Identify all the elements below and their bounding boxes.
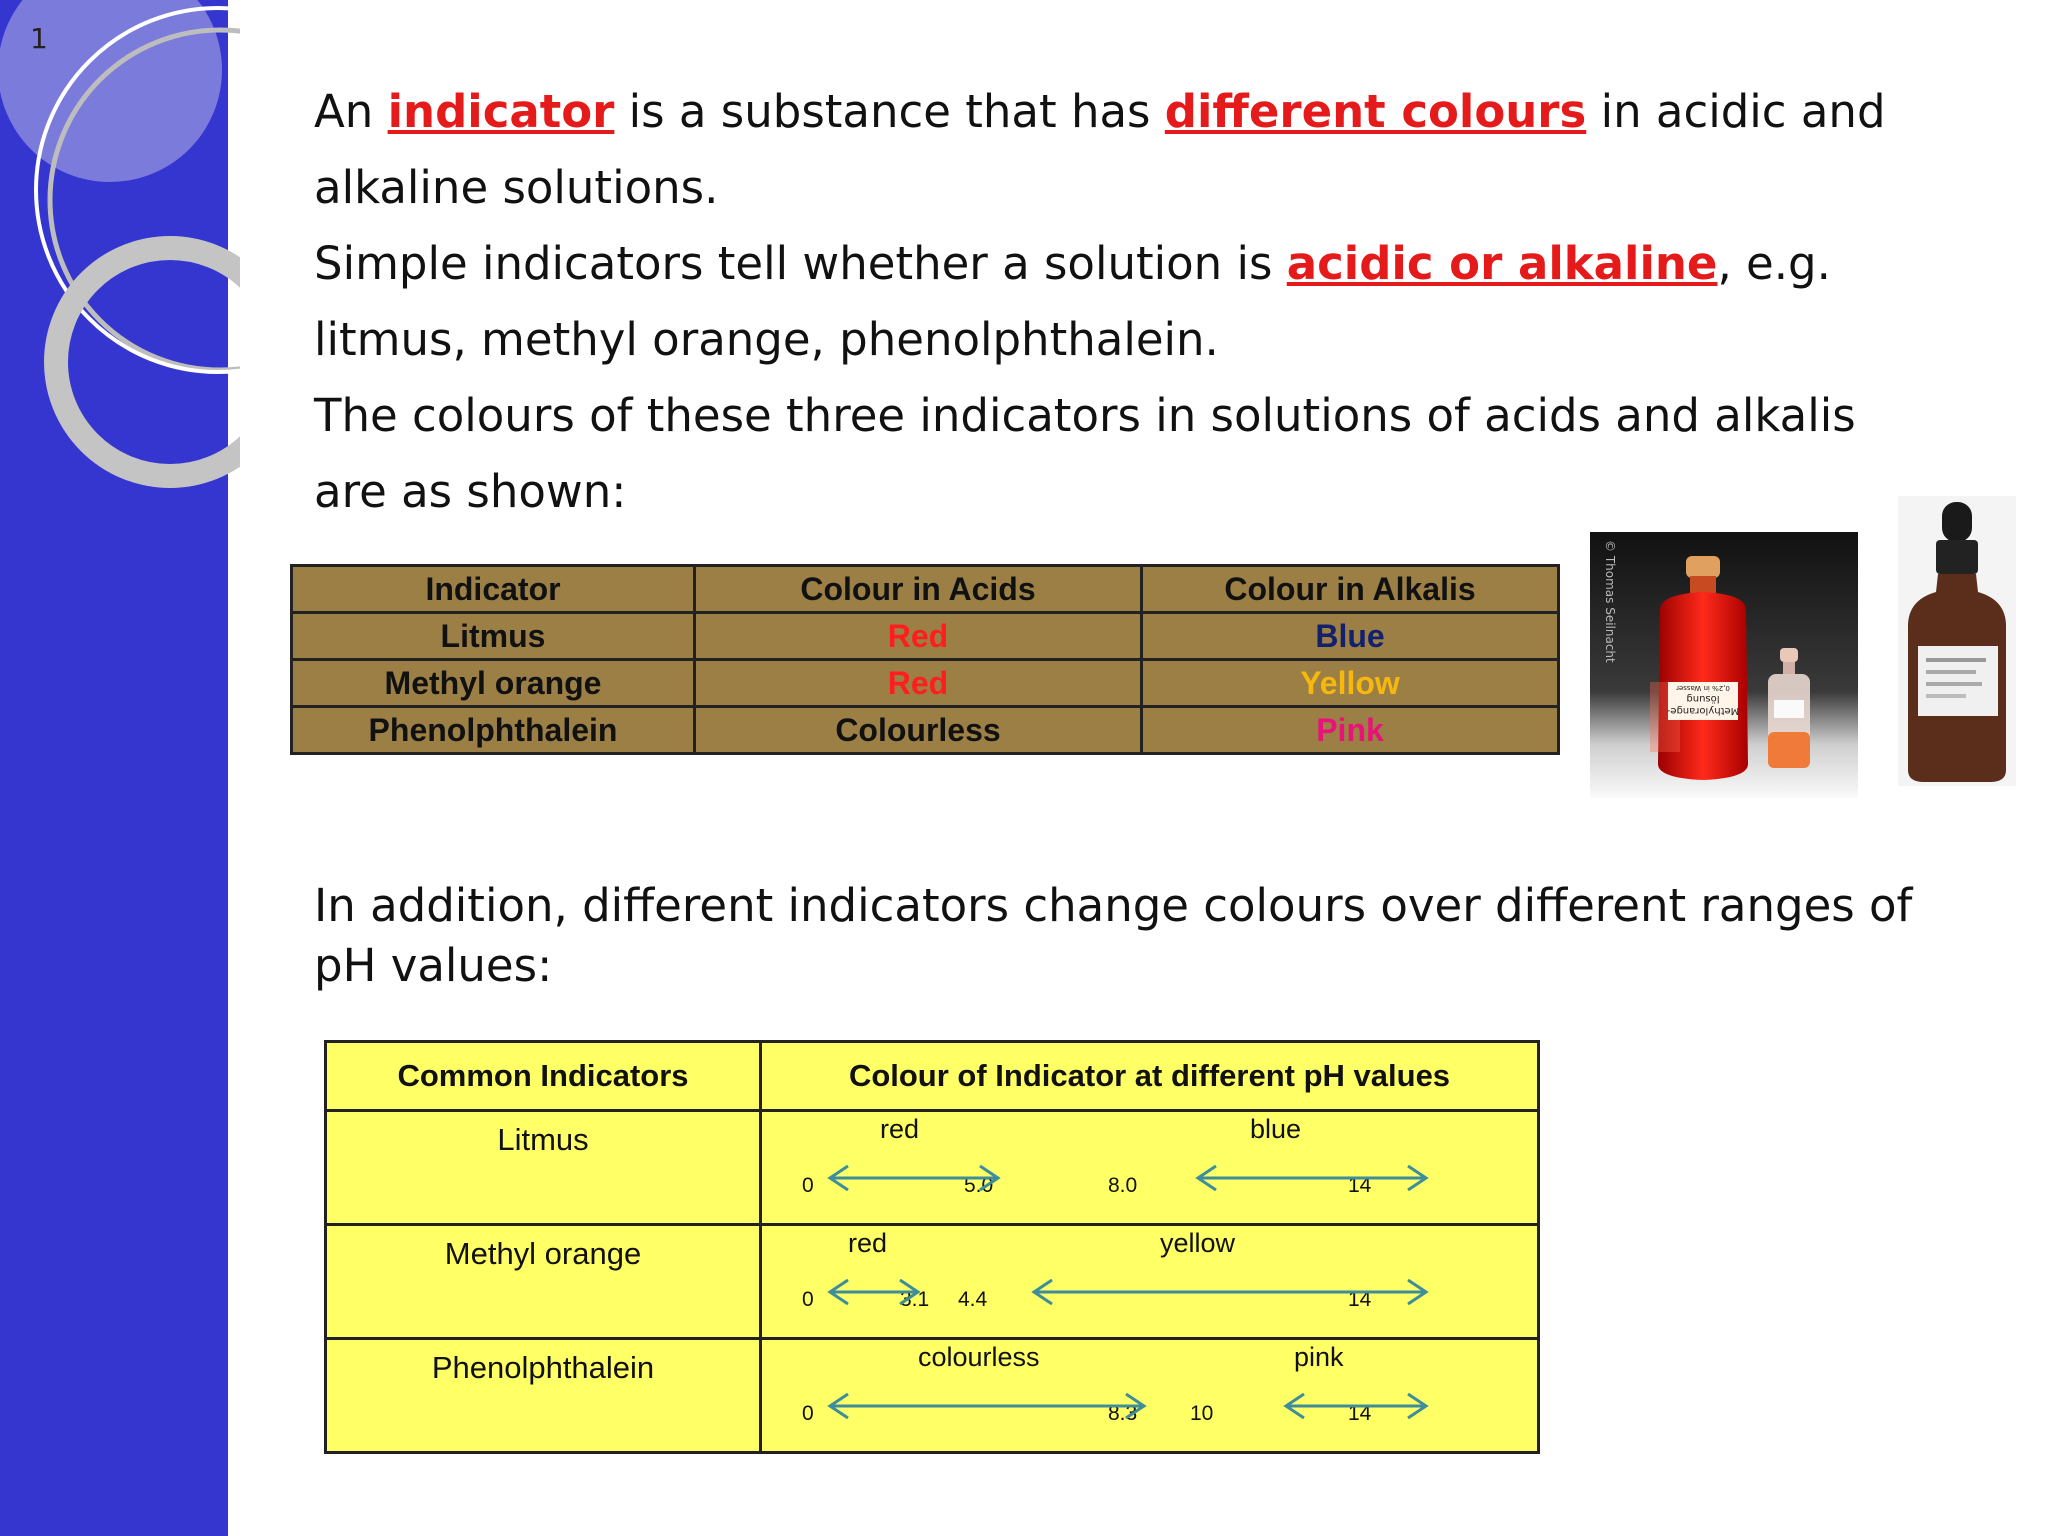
ph-tick: 0	[802, 1174, 814, 1197]
term-different-colours: different colours	[1164, 85, 1587, 138]
cell-acid-colour: Colourless	[695, 707, 1142, 754]
dropper-label-line	[1926, 670, 1976, 674]
ph-tick: 0	[802, 1288, 814, 1311]
dropper-label-line	[1926, 658, 1986, 662]
big-bottle-neck	[1690, 576, 1716, 594]
intro-line-2-b: , e.g. litmus, methyl orange, phenolphthalein.	[314, 237, 1831, 366]
ph-range-arrow	[1280, 1388, 1432, 1424]
dropper-bottle-photo	[1898, 496, 2016, 786]
table-row	[292, 613, 1559, 660]
cell-alkali-colour: Blue	[1142, 613, 1559, 660]
small-bottle-label	[1774, 700, 1804, 718]
ph-colour-label: pink	[1294, 1342, 1344, 1372]
methyl-orange-bottles-photo	[1590, 532, 1858, 798]
header-colour-in-acids: Colour in Acids	[695, 566, 1142, 613]
cell-acid-colour: Red	[695, 613, 1142, 660]
ph-range-arrow	[824, 1274, 924, 1310]
ph-colour-label: yellow	[1160, 1228, 1236, 1258]
ph-scale-phenolphthalein	[761, 1339, 1539, 1453]
intro-text	[314, 74, 1934, 530]
label-line-3: 0,2% in Wasser	[1676, 684, 1730, 692]
indicator-colour-table	[290, 564, 1560, 755]
ph-range-arrow	[1028, 1274, 1432, 1310]
cell-indicator: Methyl orange	[292, 660, 695, 707]
intro-line-1-c: in acidic and alkaline solutions.	[314, 85, 1886, 214]
small-bottle-liquid	[1768, 732, 1810, 768]
ph-table-header-row	[326, 1042, 1539, 1111]
ph-tick: 14	[1348, 1288, 1372, 1311]
ph-tick: 8.3	[1108, 1402, 1138, 1425]
ph-colour-label: red	[848, 1228, 888, 1258]
table-header-row	[292, 566, 1559, 613]
table-row	[292, 660, 1559, 707]
table-row	[326, 1225, 1539, 1339]
intro-line-2	[314, 226, 1934, 378]
dropper-bulb	[1942, 502, 1972, 542]
ph-tick: 3.1	[900, 1288, 930, 1311]
ph-colour-label: colourless	[918, 1342, 1040, 1372]
ph-range-arrow	[1192, 1160, 1432, 1196]
slide-number: 1	[30, 22, 48, 55]
ph-range-paragraph: In addition, different indicators change colours over different ranges of pH values:	[314, 879, 1913, 992]
table-row	[326, 1111, 1539, 1225]
dropper-label-line	[1926, 694, 1966, 698]
term-indicator: indicator	[387, 85, 615, 138]
decorative-rings	[0, 0, 240, 520]
small-bottle-neck	[1783, 662, 1795, 674]
dropper-label-line	[1926, 682, 1982, 686]
header-common-indicators: Common Indicators	[326, 1042, 761, 1111]
cell-acid-colour: Red	[695, 660, 1142, 707]
ph-colour-label: blue	[1250, 1114, 1302, 1144]
header-colour-in-alkalis: Colour in Alkalis	[1142, 566, 1559, 613]
ph-range-arrow	[824, 1160, 1004, 1196]
cell-alkali-colour: Pink	[1142, 707, 1559, 754]
ph-tick: 8.0	[1108, 1174, 1138, 1197]
ph-scale-litmus	[761, 1111, 1539, 1225]
table-row	[326, 1339, 1539, 1453]
ph-colour-label: red	[880, 1114, 920, 1144]
ph-indicator-name: Litmus	[326, 1111, 761, 1225]
dropper-cap	[1936, 540, 1978, 574]
table-row	[292, 707, 1559, 754]
ph-range-table	[324, 1040, 1540, 1454]
ph-indicator-name: Phenolphthalein	[326, 1339, 761, 1453]
intro-line-1-b: is a substance that has	[614, 85, 1165, 138]
header-indicator: Indicator	[292, 566, 695, 613]
intro-line-1-a: An	[314, 85, 388, 138]
intro-line-3: The colours of these three indicators in solutions of acids and alkalis are as shown:	[314, 389, 1856, 518]
small-bottle-stopper	[1780, 648, 1798, 662]
cell-indicator: Phenolphthalein	[292, 707, 695, 754]
label-line-2: lösung	[1686, 693, 1720, 704]
header-colour-at-ph: Colour of Indicator at different pH values	[761, 1042, 1539, 1111]
term-acidic-or-alkaline: acidic or alkaline	[1286, 237, 1718, 290]
ph-tick: 10	[1190, 1402, 1214, 1425]
deco-ring-lower	[56, 248, 240, 476]
ph-range-arrow	[824, 1388, 1150, 1424]
ph-tick: 5.0	[964, 1174, 994, 1197]
cell-alkali-colour: Yellow	[1142, 660, 1559, 707]
label-line-1: Methylorange-	[1666, 705, 1740, 716]
ph-tick: 14	[1348, 1402, 1372, 1425]
ph-indicator-name: Methyl orange	[326, 1225, 761, 1339]
cell-indicator: Litmus	[292, 613, 695, 660]
ph-scale-methyl-orange	[761, 1225, 1539, 1339]
dropper-bottle-label	[1918, 646, 1998, 716]
big-bottle-stopper	[1686, 556, 1720, 578]
ph-tick: 0	[802, 1402, 814, 1425]
ph-tick: 14	[1348, 1174, 1372, 1197]
intro-line-2-a: Simple indicators tell whether a solution is	[314, 237, 1287, 290]
ph-tick: 4.4	[958, 1288, 988, 1311]
photo-credit: © Thomas Seilnacht	[1603, 540, 1617, 663]
intro-line-1	[314, 74, 1934, 226]
